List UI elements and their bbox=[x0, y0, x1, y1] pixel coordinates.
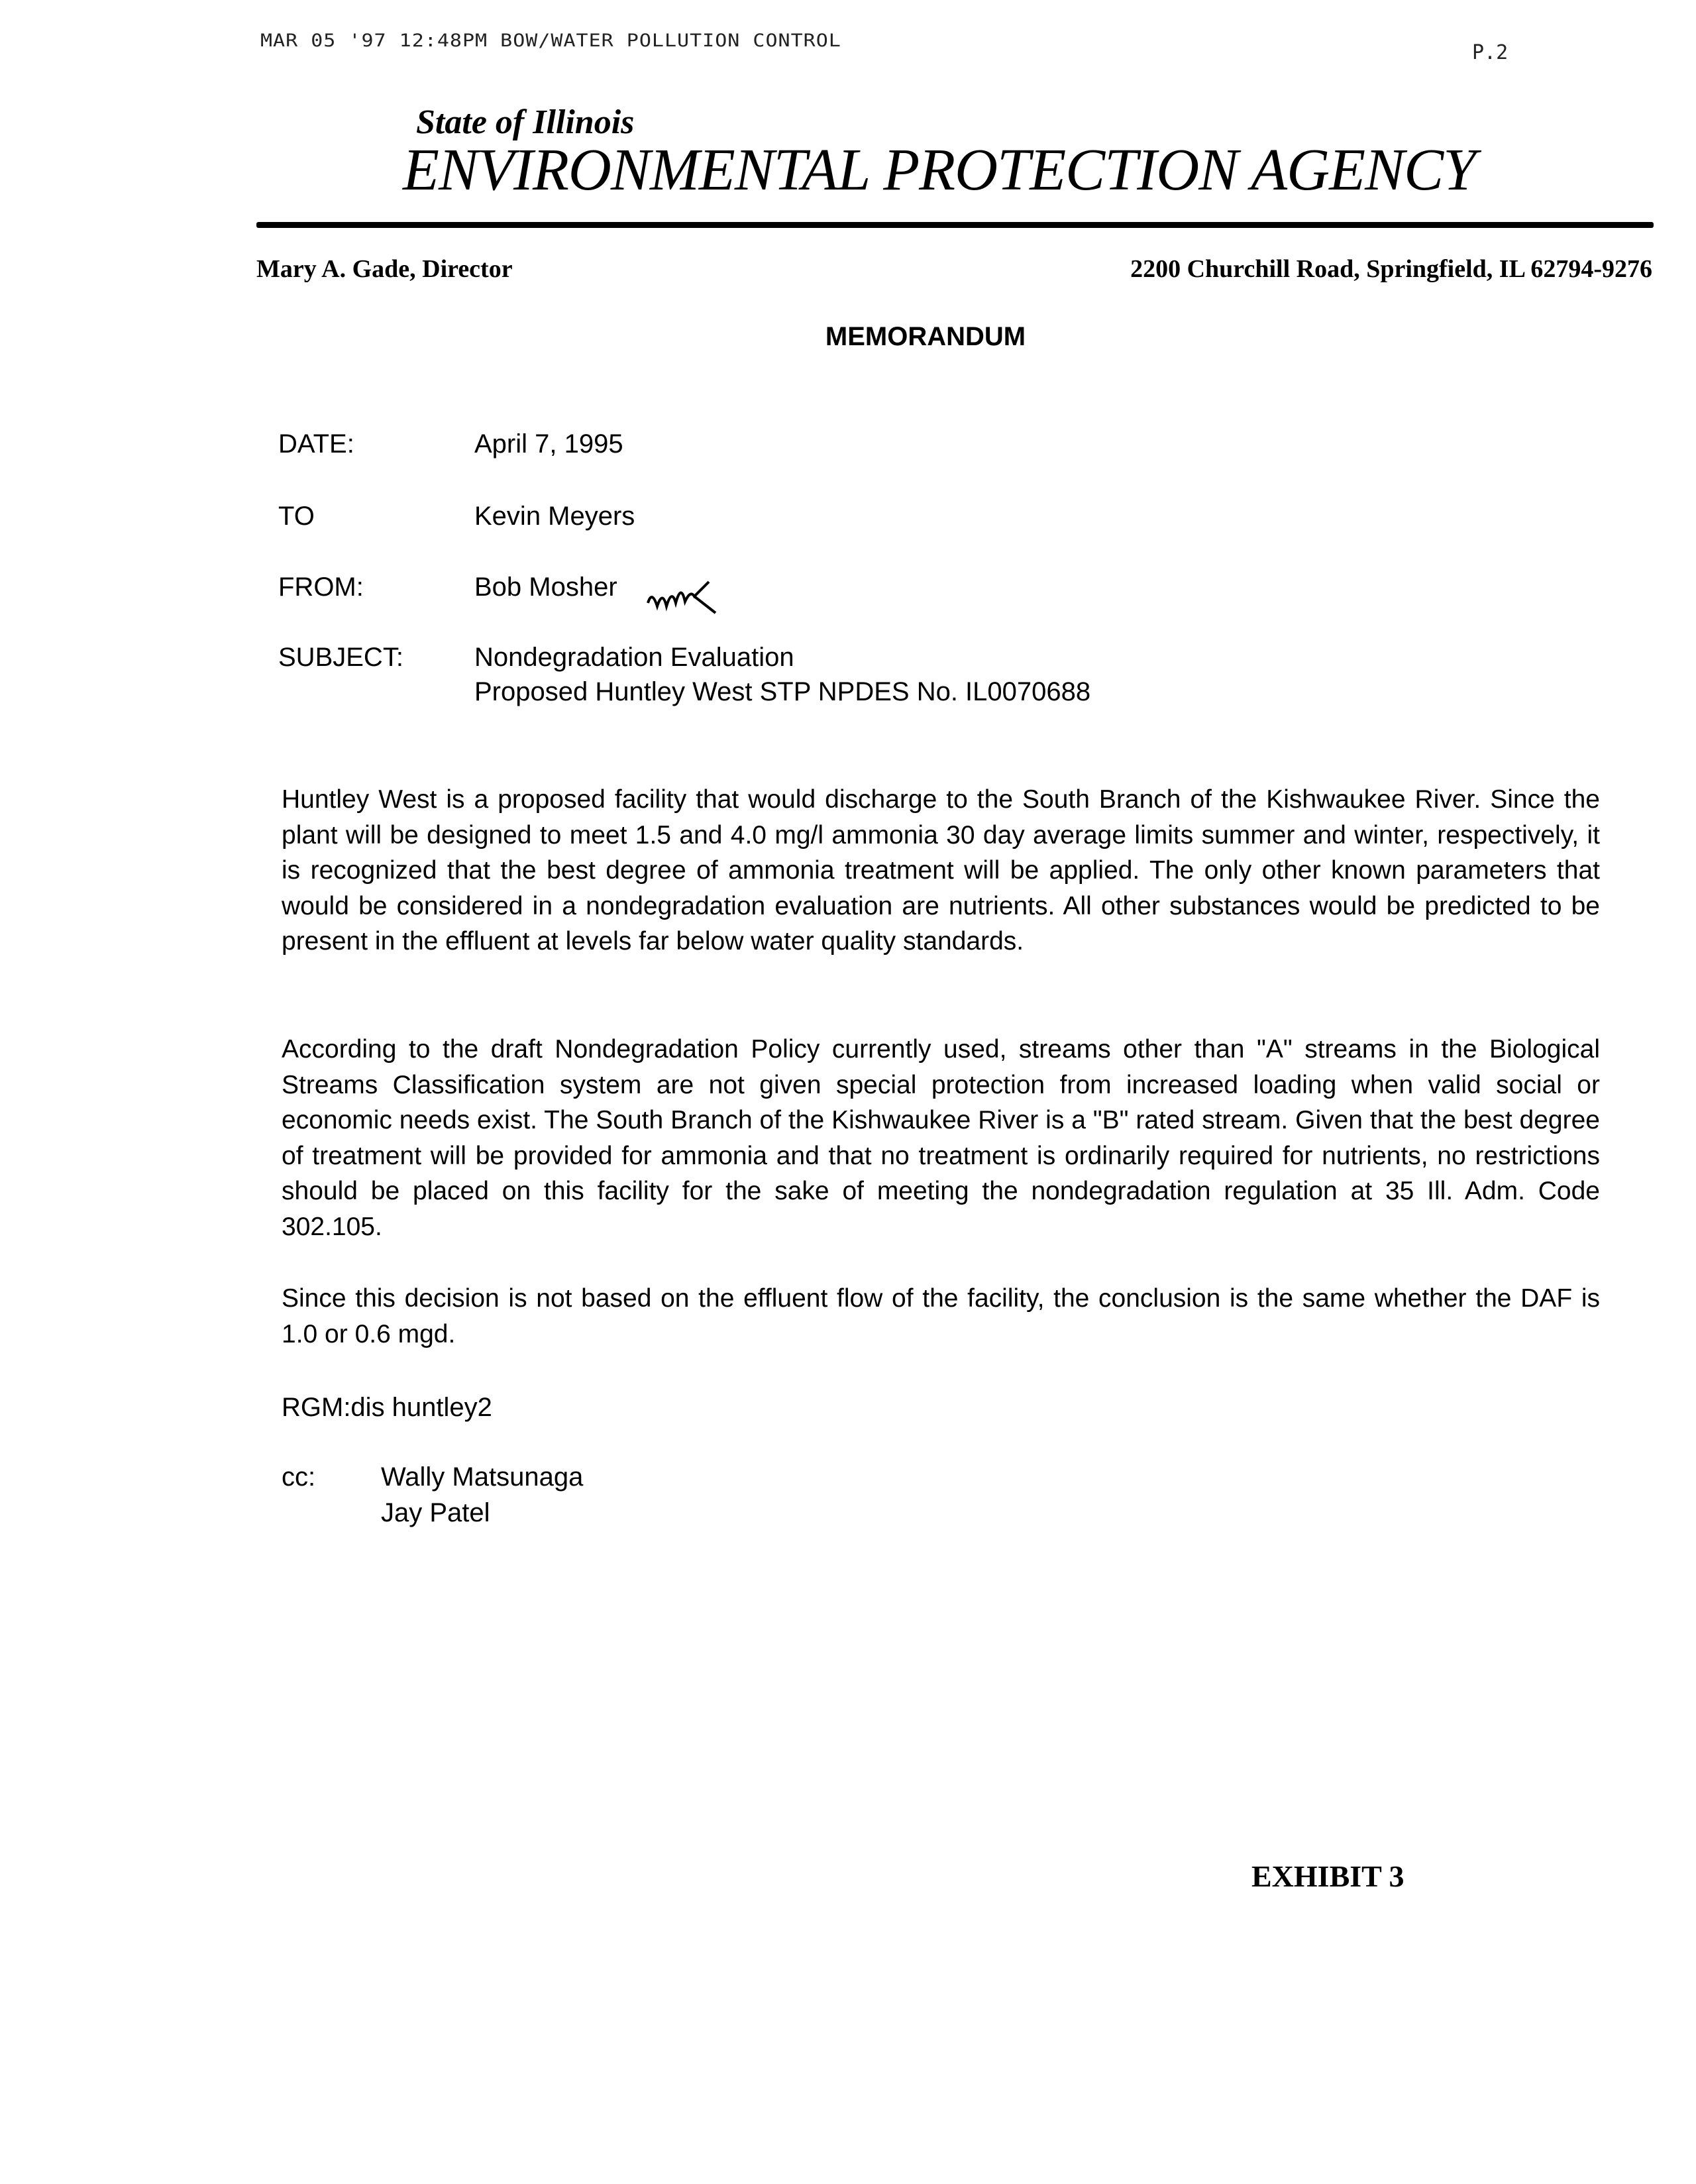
exhibit-label: EXHIBIT 3 bbox=[1251, 1859, 1404, 1893]
date-label: DATE: bbox=[278, 429, 354, 459]
cc-name: Jay Patel bbox=[381, 1498, 490, 1527]
cc-name: Wally Matsunaga bbox=[381, 1462, 584, 1492]
cc-label: cc: bbox=[282, 1462, 316, 1492]
fax-header-line: MAR 05 '97 12:48PM BOW/WATER POLLUTION CONTROL bbox=[260, 30, 841, 52]
letterhead-agency: ENVIRONMENTAL PROTECTION AGENCY bbox=[403, 137, 1476, 203]
letterhead-director: Mary A. Gade, Director bbox=[256, 255, 513, 283]
initials-signature bbox=[643, 576, 722, 623]
date-value: April 7, 1995 bbox=[474, 429, 623, 459]
from-value: Bob Mosher bbox=[474, 573, 617, 602]
subject-line-2: Proposed Huntley West STP NPDES No. IL0070688 bbox=[474, 677, 1091, 706]
letterhead-state: State of Illinois bbox=[416, 103, 635, 141]
to-value: Kevin Meyers bbox=[474, 502, 635, 531]
body-paragraph-3: Since this decision is not based on the effluent flow of the facility, the conclusion is the same whether the DAF is 1.0 or 0.6 mgd. bbox=[282, 1284, 1600, 1348]
body-paragraph-2: According to the draft Nondegradation Policy currently used, streams other than "A" streams in the Biological Streams Classification system are not given special protection from increased loading when valid social or economic needs exist. The South Branch of the Kishwaukee River is a "B" rated stream. Given that the best degree of treatment will be provided for ammonia and that no treatment is ordinarily required for nutrients, no restrictions should be placed on this facility for the sake of meeting the nondegradation regulation at 35 Ill. Adm. Code 302.105. bbox=[282, 1035, 1600, 1241]
subject-label: SUBJECT: bbox=[278, 643, 403, 672]
reference-initials: RGM:dis huntley2 bbox=[282, 1393, 492, 1422]
subject-line-1: Nondegradation Evaluation bbox=[474, 643, 794, 672]
body-paragraph-1: Huntley West is a proposed facility that would discharge to the South Branch of the Kishwaukee River. Since the plant will be designed to meet 1.5 and 4.0 mg/l ammonia 30 day average limits summer and winter, respectively, it is recognized that the best degree of ammonia treatment will be applied. The only other known parameters that would be considered in a nondegradation evaluation are nutrients. All other substances would be predicted to be present in the effluent at levels far below water quality standards. bbox=[282, 785, 1600, 956]
to-label: TO bbox=[278, 502, 315, 531]
fax-page-number: P.2 bbox=[1472, 41, 1509, 64]
letterhead-divider bbox=[256, 222, 1654, 228]
from-label: FROM: bbox=[278, 573, 364, 602]
memo-title: MEMORANDUM bbox=[825, 322, 1026, 351]
letterhead-address: 2200 Churchill Road, Springfield, IL 62794-9276 bbox=[1130, 255, 1652, 283]
